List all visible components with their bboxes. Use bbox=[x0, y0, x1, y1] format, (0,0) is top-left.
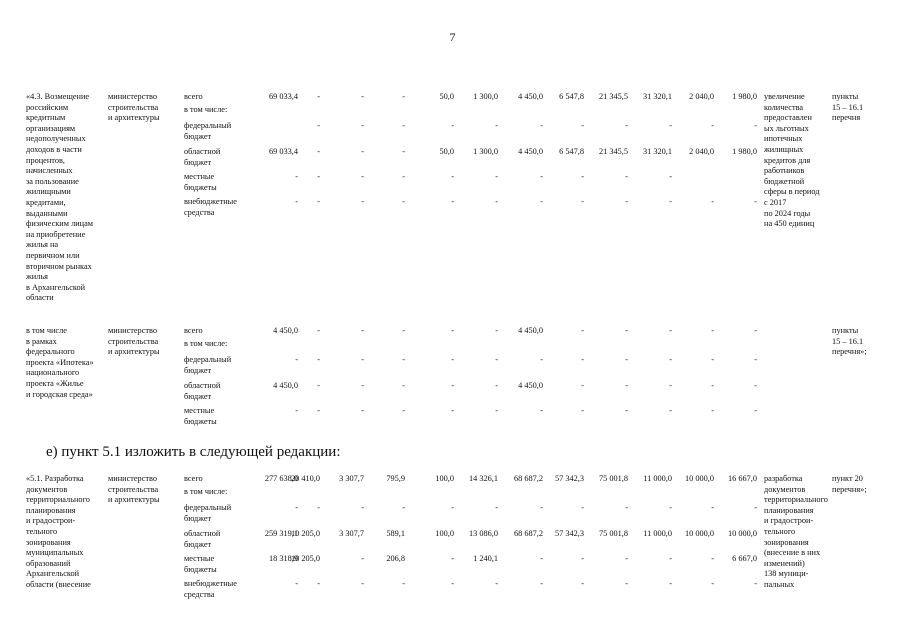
funding-value: - bbox=[754, 355, 757, 364]
funding-value: - bbox=[495, 503, 498, 512]
funding-value: - bbox=[754, 579, 757, 588]
funding-value: 6 547,8 bbox=[559, 147, 584, 156]
funding-value: - bbox=[669, 355, 672, 364]
funding-value: - bbox=[581, 121, 584, 130]
funding-source-label: в том числе: bbox=[184, 105, 228, 114]
funding-value: - bbox=[361, 355, 364, 364]
funding-value: - bbox=[361, 381, 364, 390]
funding-value: - bbox=[317, 579, 320, 588]
funding-value: - bbox=[451, 554, 454, 563]
funding-value: 20 410,0 bbox=[290, 474, 320, 483]
funding-value: - bbox=[361, 503, 364, 512]
funding-value: 795,9 bbox=[386, 474, 405, 483]
activity-name: в том числе в рамках федерального проекта «Ипотека» национального проекта «Жилье и городская среда» bbox=[26, 326, 94, 399]
executor: министерство строительства и архитектуры bbox=[108, 326, 160, 357]
funding-value: - bbox=[581, 172, 584, 181]
section-heading: е) пункт 5.1 изложить в следующей редакции: bbox=[46, 444, 341, 460]
funding-value: - bbox=[625, 579, 628, 588]
funding-value: 2 040,0 bbox=[689, 147, 714, 156]
funding-value: 10 000,0 bbox=[684, 474, 714, 483]
funding-value: - bbox=[711, 579, 714, 588]
funding-value: - bbox=[317, 121, 320, 130]
funding-value: 1 300,0 bbox=[473, 92, 498, 101]
funding-value: - bbox=[402, 381, 405, 390]
funding-value: - bbox=[625, 355, 628, 364]
funding-value: - bbox=[581, 554, 584, 563]
funding-source-label: местные бюджеты bbox=[184, 406, 217, 426]
funding-value: 10 205,0 bbox=[290, 554, 320, 563]
funding-value: - bbox=[669, 406, 672, 415]
funding-value: - bbox=[451, 355, 454, 364]
funding-value: 2 040,0 bbox=[689, 92, 714, 101]
funding-value: - bbox=[625, 503, 628, 512]
funding-value: - bbox=[669, 579, 672, 588]
funding-source-label: федеральный бюджет bbox=[184, 503, 232, 523]
funding-value: - bbox=[711, 554, 714, 563]
funding-source-label: местные бюджеты bbox=[184, 172, 217, 192]
funding-value: - bbox=[451, 121, 454, 130]
funding-value: - bbox=[361, 326, 364, 335]
executor: министерство строительства и архитектуры bbox=[108, 92, 160, 123]
funding-value: 206,8 bbox=[386, 554, 405, 563]
funding-value: - bbox=[402, 121, 405, 130]
funding-value: 4 450,0 bbox=[518, 92, 543, 101]
expected-result: увеличение количества предоставлен ых льготных ипотечных жилищных кредитов для работников бюджетной сферы в период с 2017 по 2024 годы на 450 единиц bbox=[764, 92, 820, 229]
funding-value: - bbox=[540, 197, 543, 206]
funding-value: - bbox=[711, 197, 714, 206]
funding-source-label: всего bbox=[184, 474, 203, 483]
funding-value: 1 980,0 bbox=[732, 147, 757, 156]
funding-value: - bbox=[711, 381, 714, 390]
funding-value: 3 307,7 bbox=[339, 529, 364, 538]
funding-value: - bbox=[540, 172, 543, 181]
funding-value: - bbox=[669, 503, 672, 512]
funding-value: - bbox=[754, 406, 757, 415]
funding-source-label: всего bbox=[184, 326, 203, 335]
funding-value: - bbox=[317, 381, 320, 390]
funding-value: - bbox=[451, 197, 454, 206]
funding-value: 100,0 bbox=[435, 474, 454, 483]
funding-value: - bbox=[361, 554, 364, 563]
executor: министерство строительства и архитектуры bbox=[108, 474, 160, 505]
funding-value: - bbox=[669, 121, 672, 130]
funding-value: - bbox=[361, 406, 364, 415]
funding-value: 4 450,0 bbox=[518, 147, 543, 156]
funding-value: - bbox=[495, 326, 498, 335]
funding-value: 18 318,9 bbox=[268, 554, 298, 563]
funding-value: 100,0 bbox=[435, 529, 454, 538]
funding-source-label: внебюджетные средства bbox=[184, 579, 237, 599]
funding-value: 1 300,0 bbox=[473, 147, 498, 156]
funding-value: - bbox=[669, 197, 672, 206]
funding-source-label: федеральный бюджет bbox=[184, 355, 232, 375]
funding-value: - bbox=[402, 172, 405, 181]
activity-name: «5.1. Разработка документов территориального планирования и градострои- тельного зонирования муниципальных образований Архангельской области (внесение bbox=[26, 474, 91, 589]
funding-value: 589,1 bbox=[386, 529, 405, 538]
funding-value: 1 980,0 bbox=[732, 92, 757, 101]
funding-value: - bbox=[625, 197, 628, 206]
funding-value: - bbox=[581, 579, 584, 588]
funding-value: 57 342,3 bbox=[554, 474, 584, 483]
funding-value: - bbox=[495, 355, 498, 364]
funding-value: - bbox=[402, 406, 405, 415]
funding-value: - bbox=[495, 197, 498, 206]
funding-value: 10 000,0 bbox=[727, 529, 757, 538]
funding-value: - bbox=[581, 355, 584, 364]
funding-source-label: областной бюджет bbox=[184, 529, 221, 549]
funding-source-label: внебюджетные средства bbox=[184, 197, 237, 217]
funding-value: - bbox=[361, 121, 364, 130]
funding-value: - bbox=[361, 197, 364, 206]
funding-value: - bbox=[402, 503, 405, 512]
funding-value: - bbox=[711, 503, 714, 512]
funding-value: - bbox=[669, 381, 672, 390]
funding-value: - bbox=[540, 406, 543, 415]
funding-value: - bbox=[361, 147, 364, 156]
funding-value: - bbox=[625, 326, 628, 335]
funding-value: 277 638,0 bbox=[264, 474, 298, 483]
funding-value: - bbox=[581, 503, 584, 512]
funding-value: - bbox=[625, 381, 628, 390]
funding-value: - bbox=[402, 92, 405, 101]
funding-value: - bbox=[295, 197, 298, 206]
funding-value: 3 307,7 bbox=[339, 474, 364, 483]
funding-value: - bbox=[317, 406, 320, 415]
funding-value: - bbox=[754, 381, 757, 390]
funding-value: - bbox=[451, 503, 454, 512]
funding-value: - bbox=[361, 92, 364, 101]
funding-value: - bbox=[361, 579, 364, 588]
funding-value: - bbox=[581, 197, 584, 206]
funding-value: - bbox=[402, 355, 405, 364]
funding-value: - bbox=[317, 197, 320, 206]
funding-value: - bbox=[295, 355, 298, 364]
funding-value: - bbox=[451, 172, 454, 181]
funding-value: - bbox=[317, 355, 320, 364]
funding-value: - bbox=[581, 381, 584, 390]
funding-value: - bbox=[451, 381, 454, 390]
funding-value: - bbox=[540, 503, 543, 512]
funding-value: 4 450,0 bbox=[273, 381, 298, 390]
funding-value: - bbox=[495, 172, 498, 181]
funding-value: - bbox=[540, 355, 543, 364]
funding-value: 259 319,1 bbox=[264, 529, 298, 538]
funding-value: - bbox=[295, 406, 298, 415]
funding-value: - bbox=[625, 121, 628, 130]
funding-source-label: в том числе: bbox=[184, 487, 228, 496]
funding-value: - bbox=[317, 92, 320, 101]
indicator-reference: пункты 15 – 16.1 перечня»; bbox=[832, 326, 867, 357]
funding-value: 21 345,5 bbox=[598, 147, 628, 156]
funding-value: 31 320,1 bbox=[642, 147, 672, 156]
funding-value: - bbox=[669, 326, 672, 335]
funding-value: - bbox=[495, 579, 498, 588]
funding-value: - bbox=[669, 172, 672, 181]
funding-value: - bbox=[711, 406, 714, 415]
funding-value: 6 547,8 bbox=[559, 92, 584, 101]
funding-value: - bbox=[754, 326, 757, 335]
funding-value: 1 240,1 bbox=[473, 554, 498, 563]
funding-value: 14 326,1 bbox=[468, 474, 498, 483]
funding-value: 10 000,0 bbox=[684, 529, 714, 538]
indicator-reference: пункты 15 – 16.1 перечня bbox=[832, 92, 864, 123]
funding-value: - bbox=[625, 406, 628, 415]
funding-value: 31 320,1 bbox=[642, 92, 672, 101]
funding-value: - bbox=[317, 147, 320, 156]
funding-value: - bbox=[295, 172, 298, 181]
funding-value: 69 033,4 bbox=[268, 147, 298, 156]
funding-value: 13 086,0 bbox=[468, 529, 498, 538]
funding-value: - bbox=[669, 554, 672, 563]
funding-value: - bbox=[295, 579, 298, 588]
funding-value: - bbox=[361, 172, 364, 181]
funding-value: 75 001,8 bbox=[598, 529, 628, 538]
funding-value: - bbox=[711, 326, 714, 335]
page-number: 7 bbox=[449, 30, 456, 44]
funding-value: - bbox=[540, 579, 543, 588]
funding-value: - bbox=[402, 326, 405, 335]
funding-value: 69 033,4 bbox=[268, 92, 298, 101]
funding-value: 4 450,0 bbox=[273, 326, 298, 335]
funding-value: 21 345,5 bbox=[598, 92, 628, 101]
funding-value: 50,0 bbox=[439, 92, 454, 101]
funding-value: 68 687,2 bbox=[513, 474, 543, 483]
funding-value: - bbox=[451, 326, 454, 335]
funding-value: 50,0 bbox=[439, 147, 454, 156]
funding-value: - bbox=[495, 406, 498, 415]
indicator-reference: пункт 20 перечня»; bbox=[832, 474, 867, 494]
funding-value: - bbox=[540, 121, 543, 130]
expected-result: разработка документов территориального планирования и градострои- тельного зонирования (внесение в них изменений) 138 муници- пальных bbox=[764, 474, 828, 589]
funding-value: - bbox=[495, 121, 498, 130]
funding-value: - bbox=[581, 406, 584, 415]
funding-value: 68 687,2 bbox=[513, 529, 543, 538]
funding-source-label: местные бюджеты bbox=[184, 554, 217, 574]
funding-value: - bbox=[754, 197, 757, 206]
funding-value: - bbox=[295, 503, 298, 512]
funding-value: - bbox=[495, 381, 498, 390]
funding-source-label: областной бюджет bbox=[184, 147, 221, 167]
funding-value: - bbox=[711, 121, 714, 130]
funding-value: - bbox=[402, 197, 405, 206]
funding-value: - bbox=[402, 147, 405, 156]
funding-value: - bbox=[711, 355, 714, 364]
funding-value: - bbox=[317, 172, 320, 181]
funding-value: - bbox=[451, 406, 454, 415]
funding-source-label: в том числе: bbox=[184, 339, 228, 348]
funding-value: 4 450,0 bbox=[518, 381, 543, 390]
funding-value: 6 667,0 bbox=[732, 554, 757, 563]
funding-value: - bbox=[581, 326, 584, 335]
funding-value: 4 450,0 bbox=[518, 326, 543, 335]
funding-source-label: областной бюджет bbox=[184, 381, 221, 401]
funding-source-label: федеральный бюджет bbox=[184, 121, 232, 141]
funding-value: 11 000,0 bbox=[643, 529, 672, 538]
funding-source-label: всего bbox=[184, 92, 203, 101]
funding-value: - bbox=[625, 554, 628, 563]
funding-value: - bbox=[754, 121, 757, 130]
funding-value: - bbox=[317, 326, 320, 335]
funding-value: 57 342,3 bbox=[554, 529, 584, 538]
activity-name: «4.3. Возмещение российским кредитным организациям недополученных доходов в части процентов, начисленных за пользование жилищными кредитами, выданными физическим лицам на приобретение жилья на первичном или вторичном рынках жилья в Архангельской области bbox=[26, 92, 94, 303]
funding-value: 75 001,8 bbox=[598, 474, 628, 483]
funding-value: - bbox=[540, 554, 543, 563]
funding-value: - bbox=[402, 579, 405, 588]
funding-value: 11 000,0 bbox=[643, 474, 672, 483]
funding-value: 10 205,0 bbox=[290, 529, 320, 538]
funding-value: - bbox=[317, 503, 320, 512]
funding-value: - bbox=[754, 503, 757, 512]
funding-value: 16 667,0 bbox=[727, 474, 757, 483]
funding-value: - bbox=[451, 579, 454, 588]
funding-value: - bbox=[625, 172, 628, 181]
